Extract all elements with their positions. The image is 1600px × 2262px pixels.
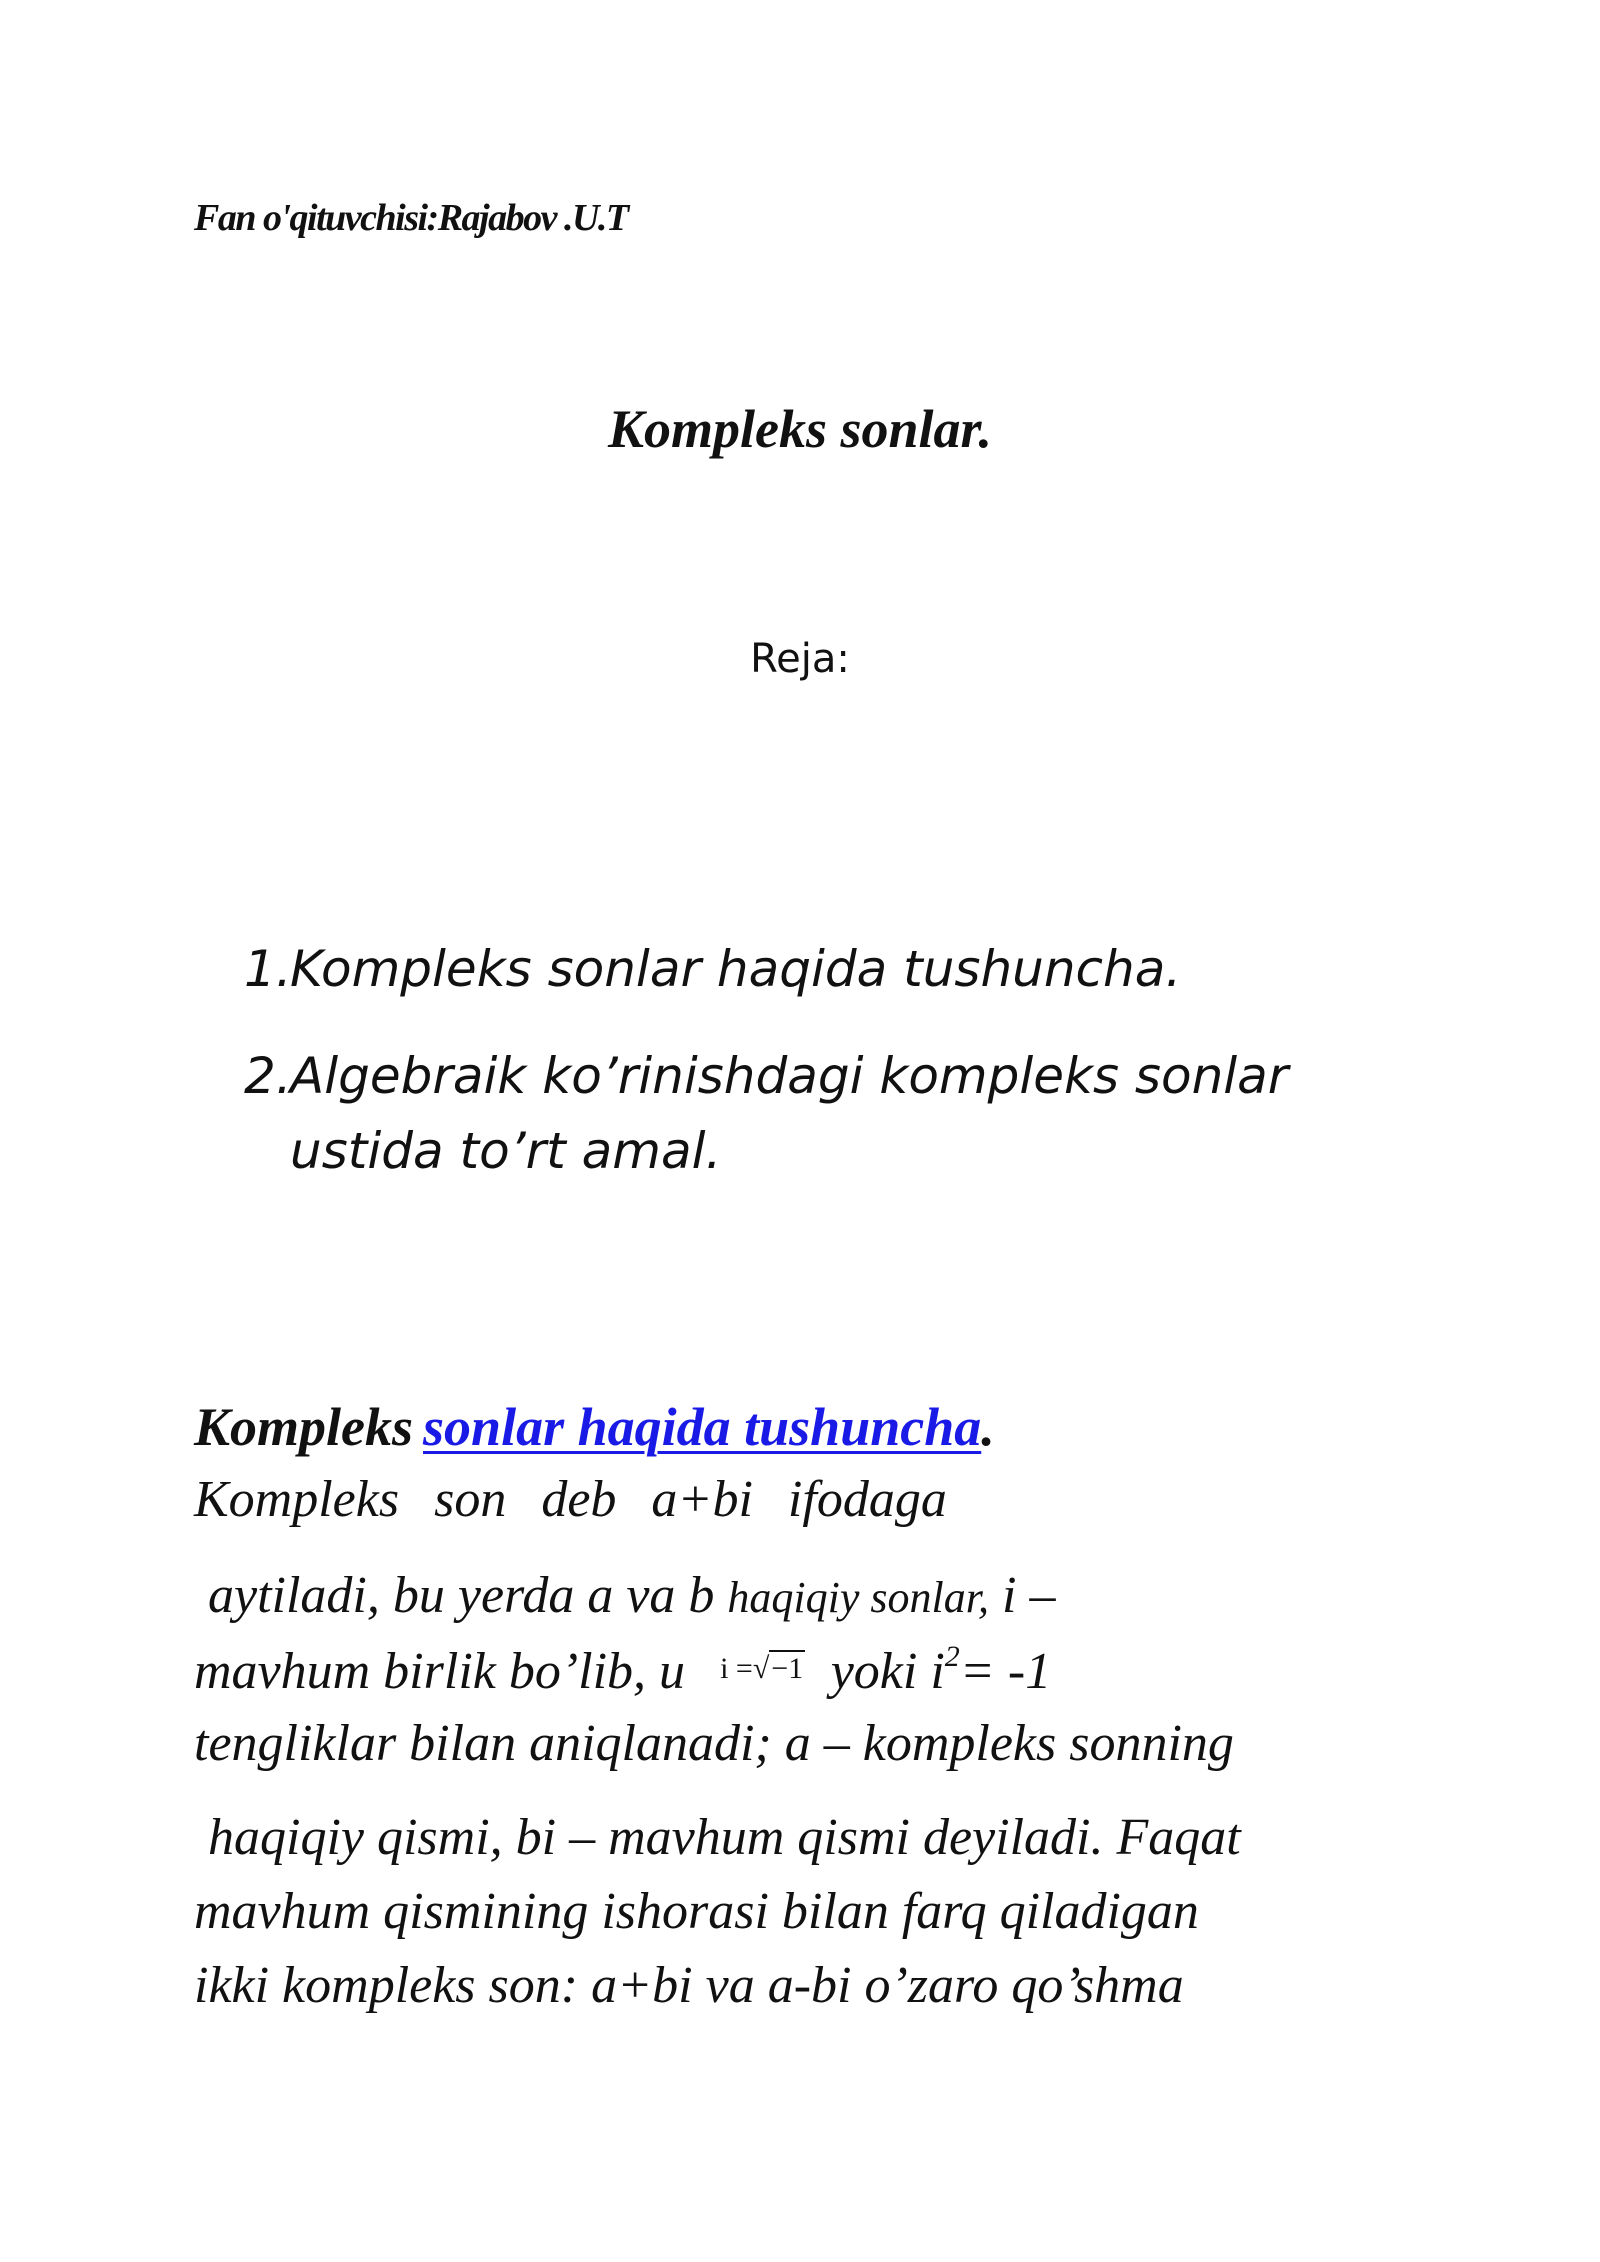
sqrt-sign: √ xyxy=(752,1652,770,1685)
body-line-2-part-b: haqiqiy sonlar, xyxy=(727,1573,989,1622)
superscript-2: 2 xyxy=(944,1640,960,1673)
section-heading-period: . xyxy=(981,1397,995,1457)
body-line-3-part-c: = -1 xyxy=(959,1643,1052,1700)
body-line-2-part-a: aytiladi, bu yerda a va b xyxy=(208,1567,728,1624)
plan-item-number: 2. xyxy=(244,1047,292,1105)
formula-lhs: i = xyxy=(720,1652,753,1685)
teacher-name: Fan o'qituvchisi:Rajabov .U.T xyxy=(194,197,628,239)
section-heading-bold: Kompleks xyxy=(194,1397,414,1457)
formula-radicand: −1 xyxy=(771,1652,804,1685)
plan-item-text: Algebraik ko’rinishdagi kompleks sonlar xyxy=(290,1047,1289,1105)
document-title: Kompleks sonlar. xyxy=(607,399,993,459)
body-line-1: Kompleks son deb a+bi ifodaga xyxy=(194,1471,947,1528)
plan-item-number: 1. xyxy=(244,940,292,998)
body-line-2-part-c: i – xyxy=(989,1567,1056,1624)
plan-heading: Reja: xyxy=(750,636,850,682)
body-line-2 xyxy=(208,1566,1055,1625)
body-line-5: haqiqiy qismi, bi – mavhum qismi deyiladi. Faqat xyxy=(208,1809,1241,1866)
section-heading xyxy=(194,1396,995,1458)
body-line-6: mavhum qismining ishorasi bilan farq qiladigan xyxy=(194,1883,1199,1940)
body-line-3-part-a: mavhum birlik bo’lib, u xyxy=(194,1643,686,1700)
body-line-7: ikki kompleks son: a+bi va a-bi o’zaro qo’shma xyxy=(194,1957,1184,2014)
body-line-3 xyxy=(194,1640,1051,1701)
section-heading-link[interactable]: sonlar haqida tushuncha xyxy=(423,1397,982,1457)
body-line-4: tengliklar bilan aniqlanadi; a – kompleks sonning xyxy=(194,1715,1234,1772)
imaginary-unit-formula xyxy=(720,1652,813,1685)
plan-item-2-continued: ustida to’rt amal. xyxy=(290,1122,722,1180)
plan-item-text: Kompleks sonlar haqida tushuncha. xyxy=(290,940,1182,998)
body-line-3-part-b: yoki i xyxy=(830,1643,945,1700)
